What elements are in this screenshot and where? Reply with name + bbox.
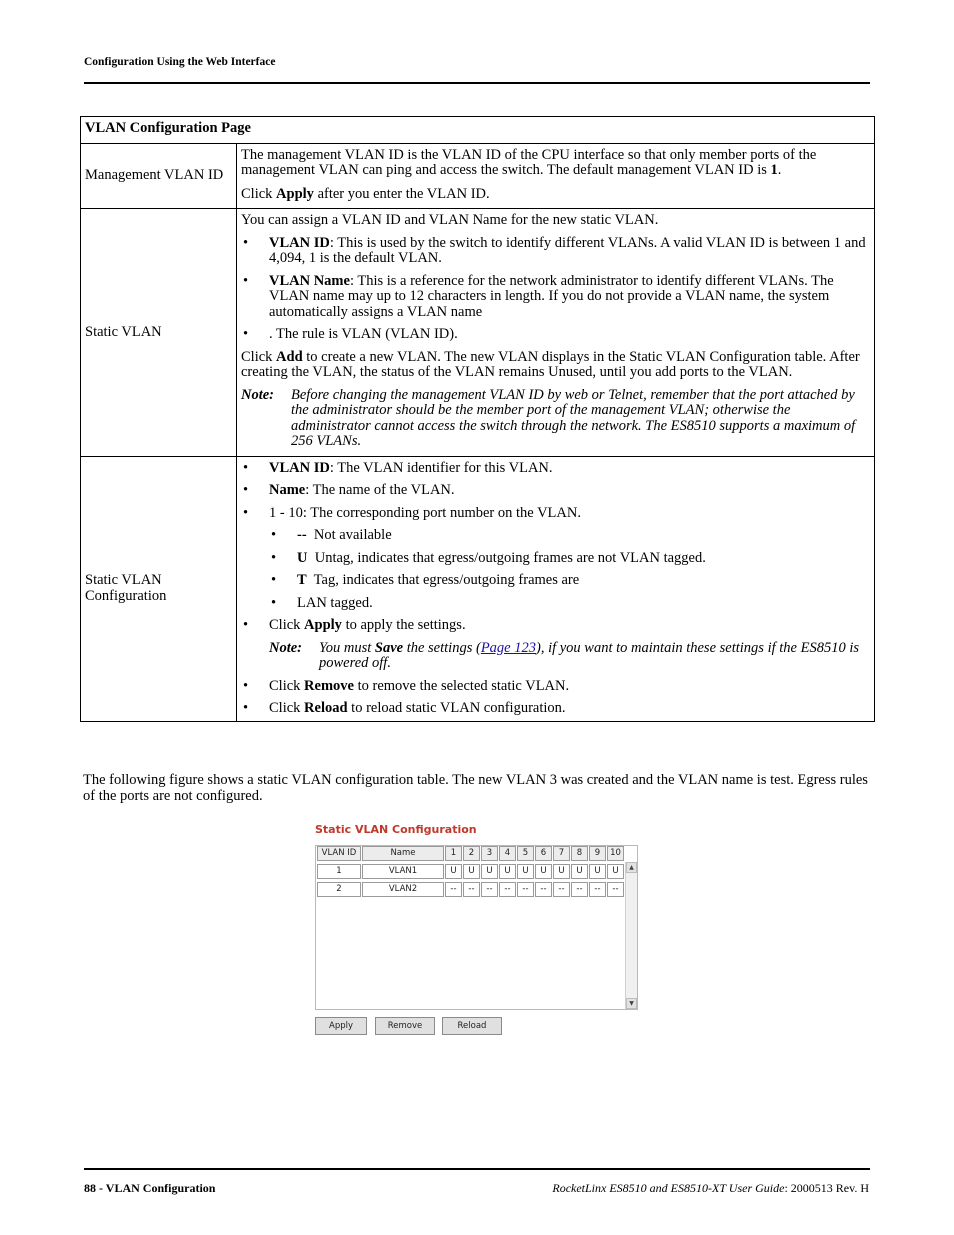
list-item	[241, 528, 870, 544]
config-b1-text: : The VLAN identifier for this VLAN.	[329, 459, 553, 476]
grid-cell-port[interactable]: --	[445, 882, 462, 897]
config-b3-text: 1 - 10: The corresponding port number on the VLAN.	[269, 504, 581, 521]
list-item	[241, 596, 870, 612]
header-rule	[84, 82, 870, 84]
grid-scrollbar[interactable]	[625, 862, 637, 1009]
grid-header-cell: 5	[517, 846, 534, 861]
grid-header-cell: 8	[571, 846, 588, 861]
grid-cell-port[interactable]: --	[463, 882, 480, 897]
config-note	[269, 641, 870, 672]
grid-cell-port[interactable]: U	[607, 864, 624, 879]
footer-guide-label	[552, 1181, 869, 1196]
config-b2-text: : The name of the VLAN.	[305, 482, 455, 498]
grid-cell-port[interactable]: --	[481, 882, 498, 897]
figure-intro-paragraph: The following figure shows a static VLAN configuration table. The new VLAN 3 was created and the VLAN name is test. Egress rules of the ports are not configured.	[83, 772, 868, 804]
list-item	[241, 506, 870, 522]
apply-button[interactable]: Apply	[315, 1017, 367, 1035]
mgmt-p1-text: The management VLAN ID is the VLAN ID of the CPU interface so that only member ports of the management VLAN can ping and access the switch. The default management VLAN ID is	[241, 146, 817, 178]
grid-header-cell: 7	[553, 846, 570, 861]
row-desc-static-vlan-config	[237, 456, 875, 721]
reload-button[interactable]: Reload	[442, 1017, 502, 1035]
list-item	[241, 679, 870, 695]
vlan-grid	[315, 845, 638, 1010]
config-b4-post: to apply the settings.	[341, 617, 466, 633]
grid-header-cell: VLAN ID	[317, 846, 361, 861]
table-row	[81, 456, 875, 721]
mgmt-p2-pre: Click	[241, 185, 277, 202]
config-b2-bold: Name	[269, 482, 306, 498]
list-item	[241, 461, 870, 477]
config-b6-pre: Click	[269, 700, 305, 716]
grid-cell-port[interactable]: --	[571, 882, 588, 897]
row-label-static-vlan: Static VLAN	[81, 209, 237, 457]
grid-cell-port[interactable]: --	[607, 882, 624, 897]
config-s4-text: LAN tagged.	[297, 594, 373, 611]
config-note-mid: the settings (	[403, 639, 481, 656]
grid-cell-port[interactable]: U	[517, 864, 534, 879]
grid-cell-port[interactable]: --	[553, 882, 570, 897]
config-s2-bold: U	[297, 549, 308, 566]
grid-cell-port[interactable]: --	[589, 882, 606, 897]
config-b1-bold: VLAN ID	[269, 459, 330, 476]
mgmt-p1-end: .	[777, 162, 782, 178]
grid-header-cell: 3	[481, 846, 498, 861]
table-row	[81, 143, 875, 209]
grid-header-cell: 9	[589, 846, 606, 861]
mgmt-p2-bold: Apply	[276, 185, 314, 202]
grid-header-cell: 4	[499, 846, 516, 861]
list-item	[241, 573, 870, 589]
grid-cell-port[interactable]: --	[499, 882, 516, 897]
config-s3-text: Tag, indicates that egress/outgoing frames are	[306, 572, 580, 588]
config-b6-post: to reload static VLAN configuration.	[347, 700, 566, 716]
static-b2-bold: VLAN Name	[269, 272, 350, 289]
page-123-link[interactable]: Page 123	[480, 639, 536, 656]
grid-cell-port[interactable]: U	[481, 864, 498, 879]
grid-header-cell: 6	[535, 846, 552, 861]
config-note-pre: You must	[319, 639, 375, 656]
scroll-up-icon[interactable]: ▲	[626, 862, 637, 873]
config-note-post: ), if you want to maintain these settings if the ES8510 is powered off.	[319, 639, 859, 671]
config-note-bold: Save	[374, 639, 404, 656]
grid-cell-name[interactable]: VLAN1	[362, 864, 444, 879]
static-note	[241, 388, 870, 450]
config-s2-text: Untag, indicates that egress/outgoing frames are not VLAN tagged.	[307, 549, 706, 566]
mgmt-p2-post: after you enter the VLAN ID.	[313, 185, 490, 202]
config-b4-pre: Click	[269, 617, 305, 633]
static-p-bold: Add	[276, 348, 303, 365]
static-p-pre: Click	[241, 348, 277, 365]
footer-rule	[84, 1168, 870, 1170]
grid-cell-port[interactable]: U	[571, 864, 588, 879]
static-vlan-screenshot	[314, 822, 638, 1038]
static-p-post: to create a new VLAN. The new VLAN displays in the Static VLAN Configuration table. After creating the VLAN, the status of the VLAN remains Unused, until you add ports to the VLAN.	[241, 348, 860, 380]
grid-cell-port[interactable]: U	[535, 864, 552, 879]
grid-header-cell: 10	[607, 846, 624, 861]
config-b6-bold: Reload	[304, 700, 348, 716]
scroll-down-icon[interactable]: ▼	[626, 998, 637, 1009]
static-b1-text: : This is used by the switch to identify different VLANs. A valid VLAN ID is between 1 and 4,094, 1 is the default VLAN.	[269, 234, 866, 266]
grid-header-cell: 1	[445, 846, 462, 861]
footer-page-label: 88 - VLAN Configuration	[84, 1181, 216, 1195]
row-desc-static-vlan	[237, 209, 875, 457]
footer-guide-rev: : 2000513 Rev. H	[784, 1181, 869, 1195]
grid-cell-name[interactable]: VLAN2	[362, 882, 444, 897]
list-item	[241, 236, 870, 267]
static-b3-text: . The rule is VLAN (VLAN ID).	[269, 326, 458, 342]
grid-header-cell: 2	[463, 846, 480, 861]
grid-cell-vlan-id[interactable]: 2	[317, 882, 361, 897]
config-note-label: Note:	[269, 639, 303, 656]
row-label-static-vlan-config: Static VLAN Configuration	[81, 456, 237, 721]
grid-header-cell: Name	[362, 846, 444, 861]
grid-cell-port[interactable]: U	[445, 864, 462, 879]
list-item	[241, 551, 870, 567]
grid-cell-port[interactable]: --	[517, 882, 534, 897]
grid-cell-port[interactable]: U	[553, 864, 570, 879]
row-desc-management-vlan	[237, 143, 875, 209]
config-s3-bold: T	[297, 572, 307, 588]
config-s1-bold: --	[297, 527, 307, 543]
grid-cell-port[interactable]: U	[499, 864, 516, 879]
row-label-management-vlan: Management VLAN ID	[81, 143, 237, 209]
config-b5-post: to remove the selected static VLAN.	[353, 677, 570, 694]
footer-guide-title: RocketLinx ES8510 and ES8510-XT User Guide	[552, 1181, 785, 1195]
static-intro: You can assign a VLAN ID and VLAN Name for the new static VLAN.	[241, 212, 659, 228]
static-note-label: Note:	[241, 386, 275, 403]
grid-cell-port[interactable]: U	[463, 864, 480, 879]
static-note-text: Before changing the management VLAN ID by web or Telnet, remember that the port attached by the administrator should be the member port of the management VLAN; otherwise the administrator cannot access the switch through the network. The ES8510 supports a maximum of 256 VLANs.	[291, 386, 856, 449]
config-b5-bold: Remove	[304, 677, 354, 694]
table-row	[81, 209, 875, 457]
table-heading: VLAN Configuration Page	[81, 117, 875, 144]
config-b4-bold: Apply	[304, 617, 342, 633]
list-item	[241, 618, 870, 634]
running-header: Configuration Using the Web Interface	[84, 56, 276, 68]
config-s1-text: Not available	[306, 527, 392, 543]
vlan-config-table	[80, 116, 875, 722]
remove-button[interactable]: Remove	[375, 1017, 435, 1035]
config-b5-pre: Click	[269, 677, 305, 694]
list-item	[241, 327, 870, 343]
grid-cell-vlan-id[interactable]: 1	[317, 864, 361, 879]
list-item	[241, 274, 870, 321]
grid-cell-port[interactable]: --	[535, 882, 552, 897]
figure-title: Static VLAN Configuration	[315, 823, 477, 836]
static-b2-text: : This is a reference for the network administrator to identify different VLANs. The VLAN name may up to 12 characters in length. If you do not provide a VLAN name, the system automatically assigns a VLAN name	[269, 272, 834, 320]
static-b1-bold: VLAN ID	[269, 234, 330, 251]
mgmt-p1-bold: 1	[770, 162, 778, 178]
list-item	[241, 483, 870, 499]
list-item	[241, 701, 870, 717]
grid-cell-port[interactable]: U	[589, 864, 606, 879]
